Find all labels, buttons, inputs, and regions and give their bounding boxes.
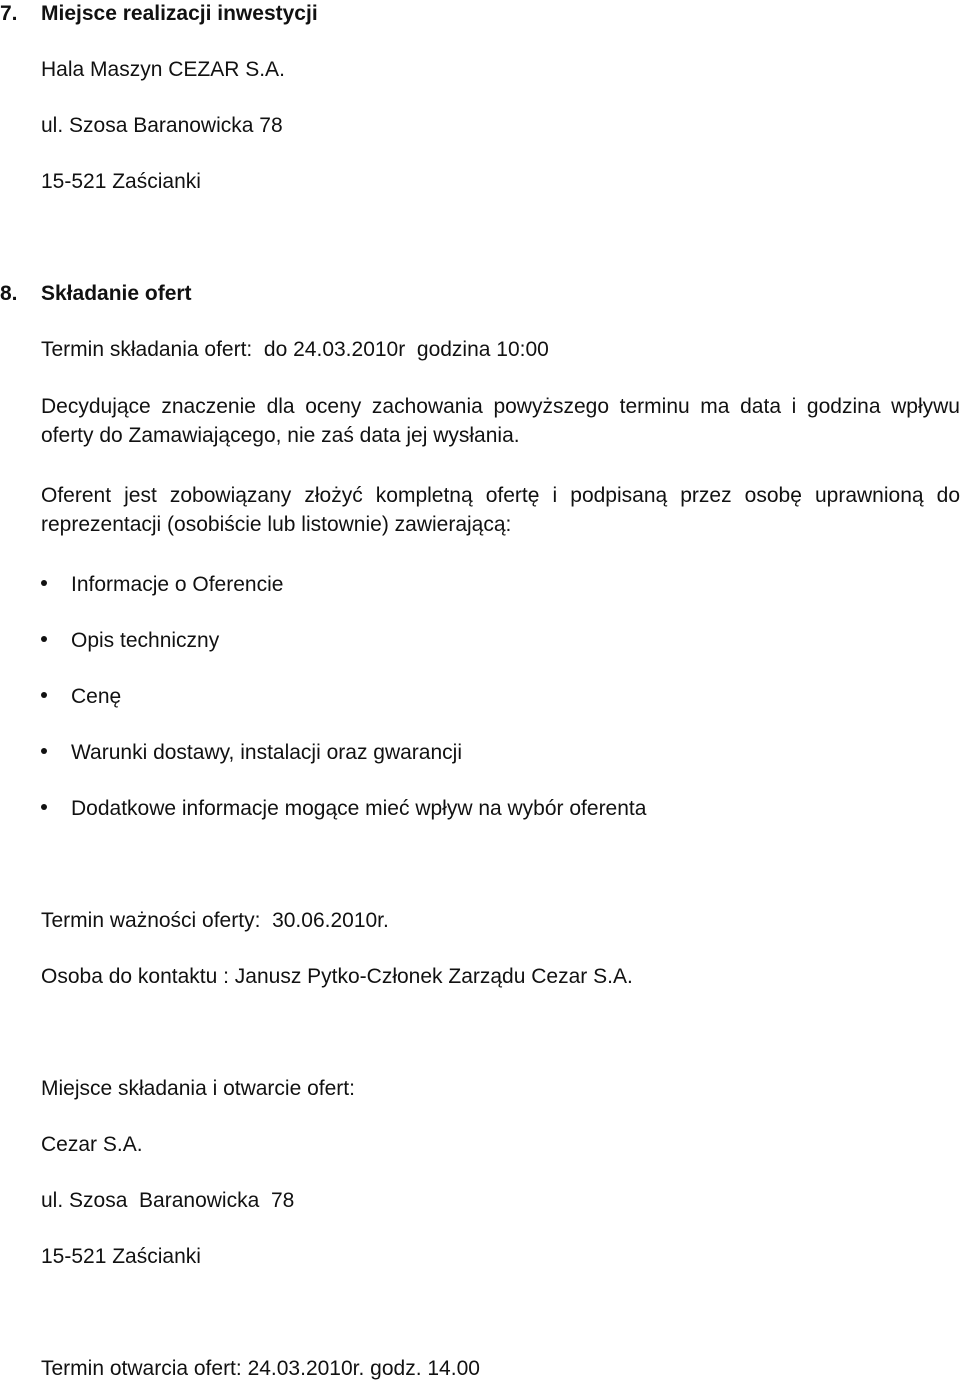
list-item-label: Opis techniczny [71,629,220,652]
list-item-label: Informacje o Oferencie [71,573,284,596]
list-item [41,571,283,599]
list-item-label: Cenę [71,685,122,708]
bullet-icon [41,748,47,754]
submission-address-line-2: ul. Szosa Baranowicka 78 [41,1189,295,1212]
offer-requirement-paragraph: Oferent jest zobowiązany złożyć kompletną ofertę i podpisaną przez osobę uprawnioną do reprezentacji (osobiście lub listownie) zawierającą: [41,484,960,536]
investment-address-line-3: 15-521 Zaścianki [41,170,201,193]
submission-address-line-1: Cezar S.A. [41,1133,143,1156]
section-8-title: Składanie ofert [41,282,192,305]
investment-address-line-1: Hala Maszyn CEZAR S.A. [41,58,285,81]
list-item-label: Dodatkowe informacje mogące mieć wpływ na wybór oferenta [71,797,647,820]
section-8-heading [0,280,192,308]
list-item [41,739,462,767]
bullet-icon [41,580,47,586]
bullet-icon [41,636,47,642]
list-item [41,683,121,711]
section-8-number: 8. [0,282,18,305]
offer-deadline: Termin składania ofert: do 24.03.2010r godzina 10:00 [41,338,549,361]
offer-opening-date: Termin otwarcia ofert: 24.03.2010r. godz. 14.00 [41,1357,480,1380]
section-7-number: 7. [0,2,18,25]
offer-validity: Termin ważności oferty: 30.06.2010r. [41,909,389,932]
submission-place-label: Miejsce składania i otwarcie ofert: [41,1077,355,1100]
list-item-label: Warunki dostawy, instalacji oraz gwarancji [71,741,462,764]
decisive-note-paragraph: Decydujące znaczenie dla oceny zachowania powyższego terminu ma data i godzina wpływu oferty do Zamawiającego, nie zaś data jej wysłania. [41,395,960,447]
submission-address-line-3: 15-521 Zaścianki [41,1245,201,1268]
bullet-icon [41,692,47,698]
section-7-heading [0,0,318,28]
contact-person: Osoba do kontaktu : Janusz Pytko-Członek Zarządu Cezar S.A. [41,965,633,988]
section-7-title: Miejsce realizacji inwestycji [41,2,318,25]
list-item [41,627,219,655]
bullet-icon [41,804,47,810]
investment-address-line-2: ul. Szosa Baranowicka 78 [41,114,283,137]
list-item [41,795,646,823]
